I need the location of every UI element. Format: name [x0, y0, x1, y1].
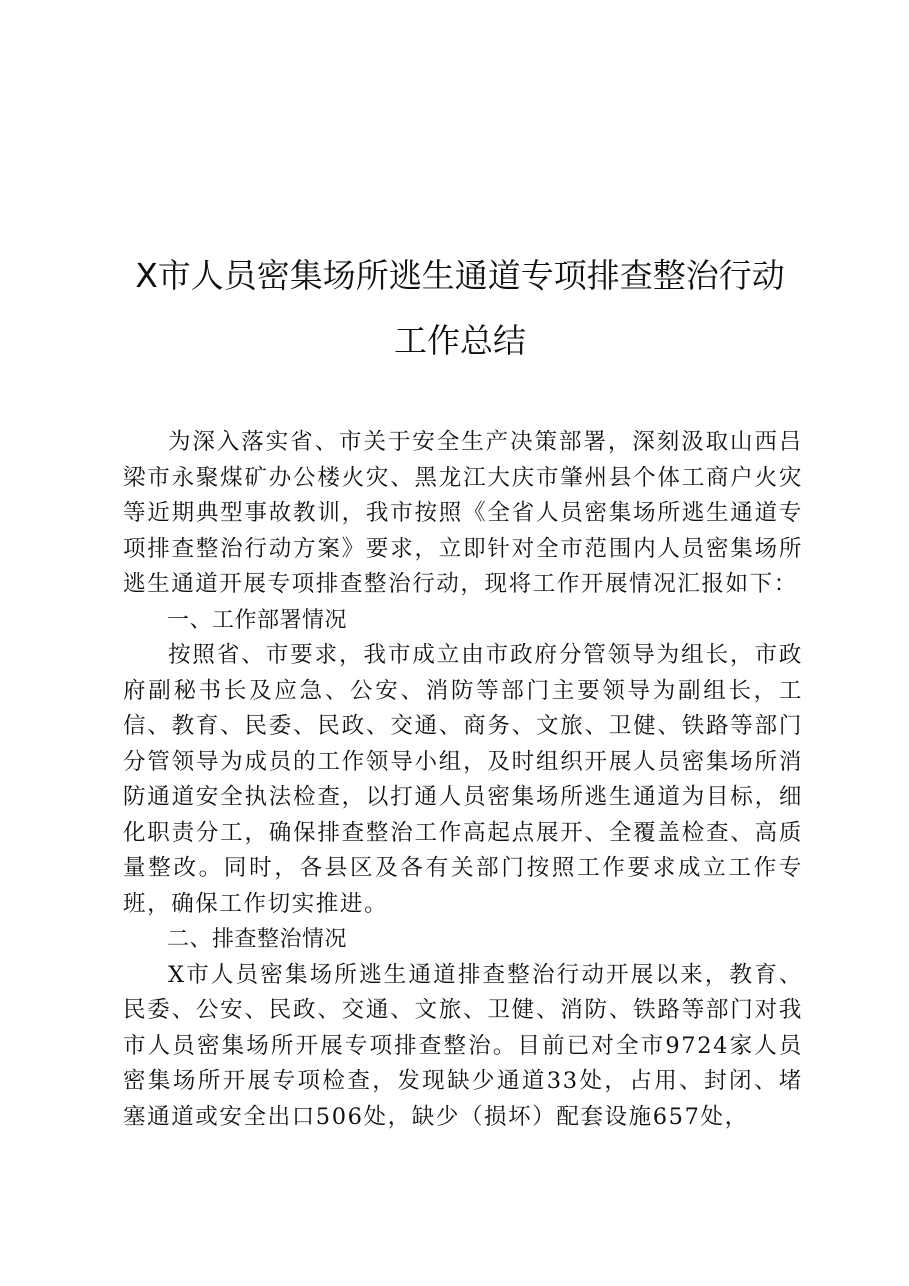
intro-paragraph: 为深入落实省、市关于安全生产决策部署，深刻汲取山西吕梁市永聚煤矿办公楼火灾、黑龙江大庆市肇州县个体工商户火灾等近期典型事故教训，我市按照《全省人员密集场所逃生通道专项排查整治行动方案》要求，立即针对全市范围内人员密集场所逃生通道开展专项排查整治行动，现将工作开展情况汇报如下：	[123, 429, 803, 597]
section-2-paragraph: X市人员密集场所逃生通道排查整治行动开展以来，教育、民委、公安、民政、交通、文旅、卫健、消防、铁路等部门对我市人员密集场所开展专项排查整治。目前已对全市9724家人员密集场所开展专项检查，发现缺少通道33处，占用、封闭、堵塞通道或安全出口506处，缺少（损坏）配套设施657处，	[123, 961, 803, 1130]
section-1-heading: 一、工作部署情况	[167, 607, 348, 633]
document-title-line-1: X市人员密集场所逃生通道专项排查整治行动	[135, 256, 785, 295]
document-body	[123, 425, 803, 1135]
section-2-heading: 二、排查整治情况	[167, 927, 348, 952]
section-1-paragraph: 按照省、市要求，我市成立由市政府分管领导为组长，市政府副秘书长及应急、公安、消防等部门主要领导为副组长，工信、教育、民委、民政、交通、商务、文旅、卫健、铁路等部门分管领导为成员的工作领导小组，及时组织开展人员密集场所消防通道安全执法检查，以打通人员密集场所逃生通道为目标，细化职责分工，确保排查整治工作高起点展开、全覆盖检查、高质量整改。同时，各县区及各有关部门按照工作要求成立工作专班，确保工作切实推进。	[123, 642, 803, 917]
document-title-line-2: 工作总结	[394, 321, 526, 360]
